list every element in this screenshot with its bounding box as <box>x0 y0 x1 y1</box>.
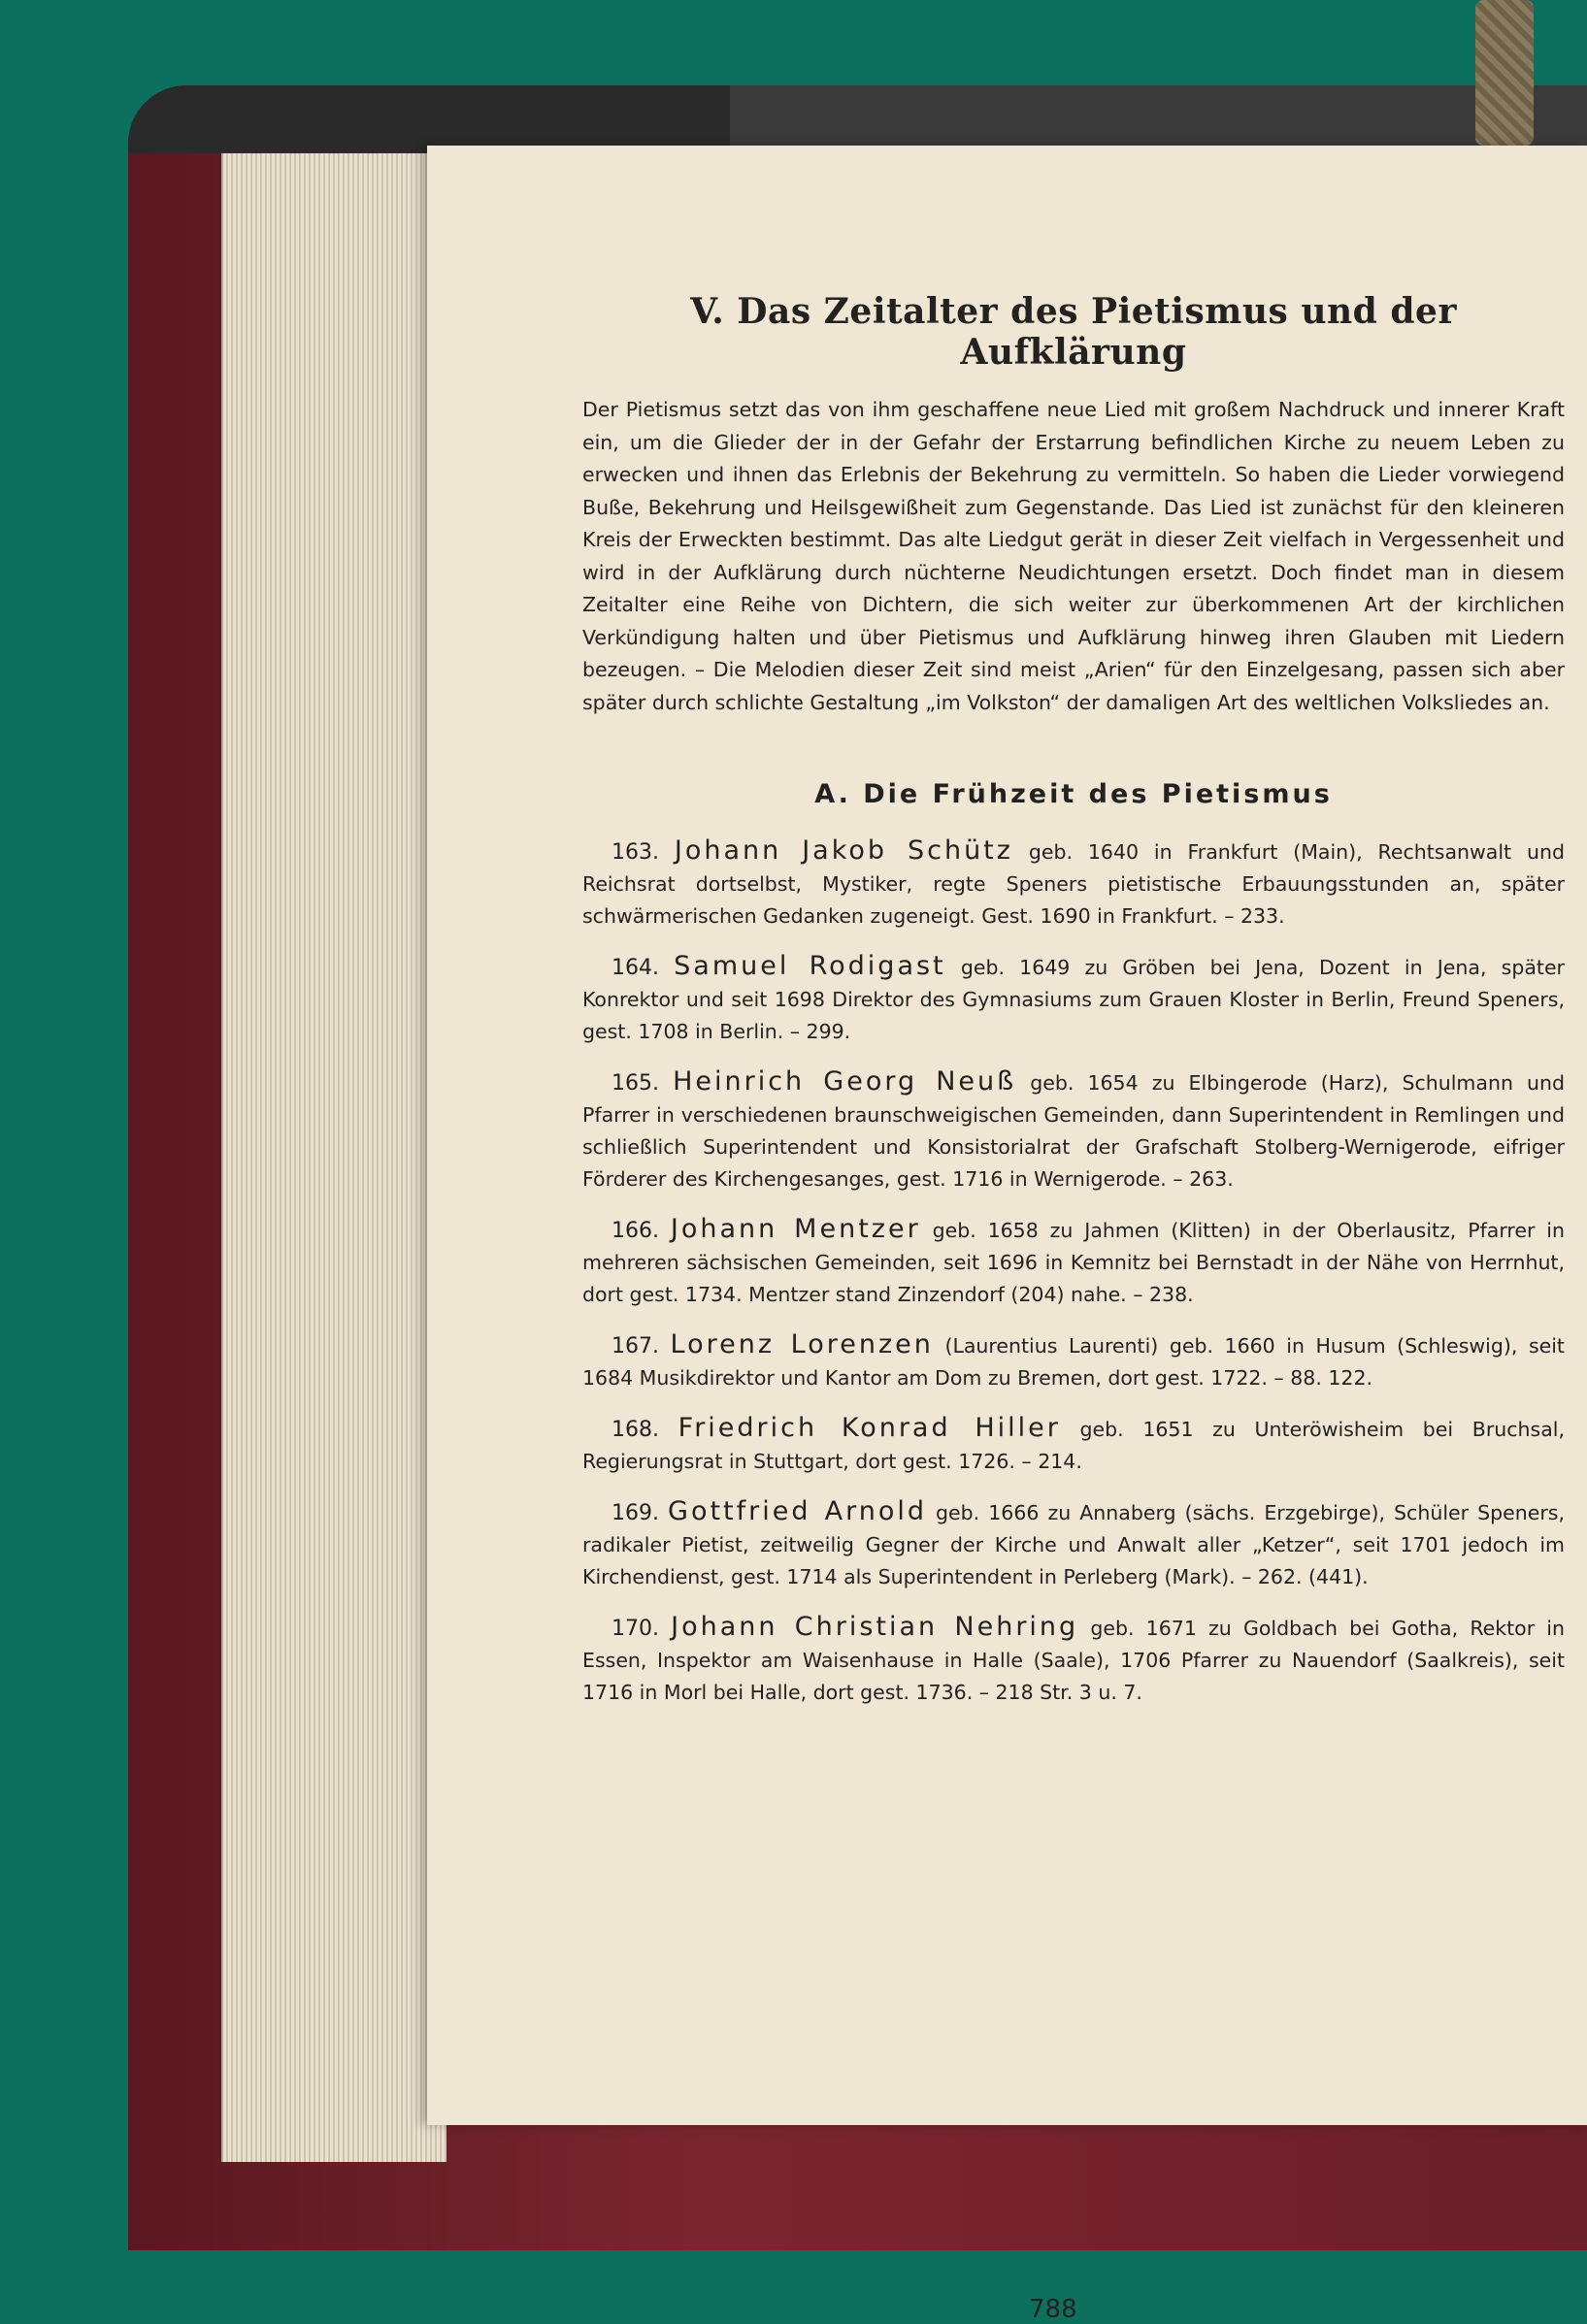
entry-number: 166. <box>612 1219 659 1243</box>
book-cover-top-edge <box>128 85 1587 153</box>
entry-name: Samuel Rodigast <box>674 951 946 981</box>
entry-list <box>582 835 1565 1709</box>
entry-163 <box>582 835 1565 933</box>
bookmark-ribbon <box>1475 0 1534 146</box>
intro-paragraph: Der Pietismus setzt das von ihm geschaffene neue Lied mit großem Nachdruck und innerer Kraft ein, um die Glieder der in der Gefahr der Erstarrung befindlichen Kirche zu neuem Leben zu erwecken und ihnen das Erlebnis der Bekehrung zu vermitteln. So haben die Lieder vorwiegend Buße, Bekehrung und Heilsgewißheit zum Gegenstande. Das Lied ist zunächst für den kleineren Kreis der Erweckten bestimmt. Das alte Liedgut gerät in dieser Zeit vielfach in Vergessenheit und wird in der Aufklärung durch nüchterne Neudichtungen ersetzt. Doch findet man in diesem Zeitalter eine Reihe von Dichtern, die sich weiter zur überkommenen Art der kirchlichen Verkündigung halten und über Pietismus und Aufklärung hinweg ihren Glauben mit Liedern bezeugen. – Die Melodien dieser Zeit sind meist „Arien“ für den Einzelgesang, passen sich aber später durch schlichte Gestaltung „im Volkston“ der damaligen Art des weltlichen Volksliedes an. <box>582 398 1565 714</box>
entry-text: geb. 1649 zu Gröben bei Jena, Dozent in Jena, später Konrektor und seit 1698 Direktor des Gymnasiums zum Grauen Kloster in Berlin, Freund Speners, gest. 1708 in Berlin. – 299. <box>582 956 1565 1043</box>
entry-text: geb. 1640 in Frankfurt (Main), Rechtsanwalt und Reichsrat dortselbst, Mystiker, regte Speners pietistische Erbauungsstunden an, später schwärmerischen Gedanken zugeneigt. Gest. 1690 in Frankfurt. – 233. <box>582 840 1565 928</box>
entry-text: geb. 1651 zu Unteröwisheim bei Bruchsal, Regierungsrat in Stuttgart, dort gest. 1726. – 214. <box>582 1418 1565 1473</box>
entry-name: Friedrich Konrad Hiller <box>678 1413 1061 1443</box>
entry-168 <box>582 1412 1565 1478</box>
entry-number: 167. <box>612 1334 659 1358</box>
entry-name: Gottfried Arnold <box>668 1496 927 1526</box>
entry-name: Johann Jakob Schütz <box>674 835 1013 866</box>
entry-name: Heinrich Georg Neuß <box>673 1066 1017 1097</box>
entry-text: geb. 1658 zu Jahmen (Klitten) in der Oberlausitz, Pfarrer in mehreren sächsischen Gemeinden, seit 1696 in Kemnitz bei Bernstadt in der Nähe von Herrnhut, dort gest. 1734. Mentzer stand Zinzendorf (204) nahe. – 238. <box>582 1219 1565 1306</box>
entry-name: Lorenz Lorenzen <box>670 1329 934 1359</box>
chapter-title: V. Das Zeitalter des Pietismus und der Aufklärung <box>690 291 1457 373</box>
entry-name: Johann Christian Nehring <box>671 1612 1079 1642</box>
entry-name: Johann Mentzer <box>670 1214 921 1244</box>
entry-165 <box>582 1065 1565 1195</box>
entry-number: 170. <box>612 1617 659 1641</box>
page-content <box>582 291 1565 1726</box>
entry-164 <box>582 950 1565 1048</box>
entry-text: geb. 1666 zu Annaberg (sächs. Erzgebirge), Schüler Speners, radikaler Pietist, zeitweilig Gegner der Kirche und Anwalt aller „Ketzer“, seit 1701 jedoch im Kirchendienst, gest. 1714 als Superintendent in Perleberg (Mark). – 262. (441). <box>582 1501 1565 1588</box>
entry-number: 164. <box>612 956 659 980</box>
entry-166 <box>582 1213 1565 1311</box>
entry-text: geb. 1671 zu Goldbach bei Gotha, Rektor in Essen, Inspektor am Waisenhause in Halle (Saale), 1706 Pfarrer zu Nauendorf (Saalkreis), seit 1716 in Morl bei Halle, dort gest. 1736. – 218 Str. 3 u. 7. <box>582 1617 1565 1704</box>
entry-169 <box>582 1495 1565 1593</box>
page-number: 788 <box>1029 2295 1077 2324</box>
entry-number: 169. <box>612 1501 659 1525</box>
entry-text: (Laurentius Laurenti) geb. 1660 in Husum (Schleswig), seit 1684 Musikdirektor und Kantor am Dom zu Bremen, dort gest. 1722. – 88. 122. <box>582 1334 1565 1390</box>
entry-167 <box>582 1328 1565 1394</box>
entry-number: 165. <box>612 1071 659 1096</box>
entry-text: geb. 1654 zu Elbingerode (Harz), Schulmann und Pfarrer in verschiedenen braunschweigischen Gemeinden, dann Superintendent in Remlingen und schließlich Superintendent und Konsistorialrat der Grafschaft Stolberg-Wernigerode, eifriger Förderer des Kirchengesanges, gest. 1716 in Wernigerode. – 263. <box>582 1071 1566 1191</box>
entry-170 <box>582 1611 1565 1709</box>
page-stack-edge <box>221 153 446 2162</box>
section-heading: A. Die Frühzeit des Pietismus <box>814 779 1333 809</box>
entry-number: 168. <box>612 1418 659 1442</box>
entry-number: 163. <box>612 840 659 865</box>
